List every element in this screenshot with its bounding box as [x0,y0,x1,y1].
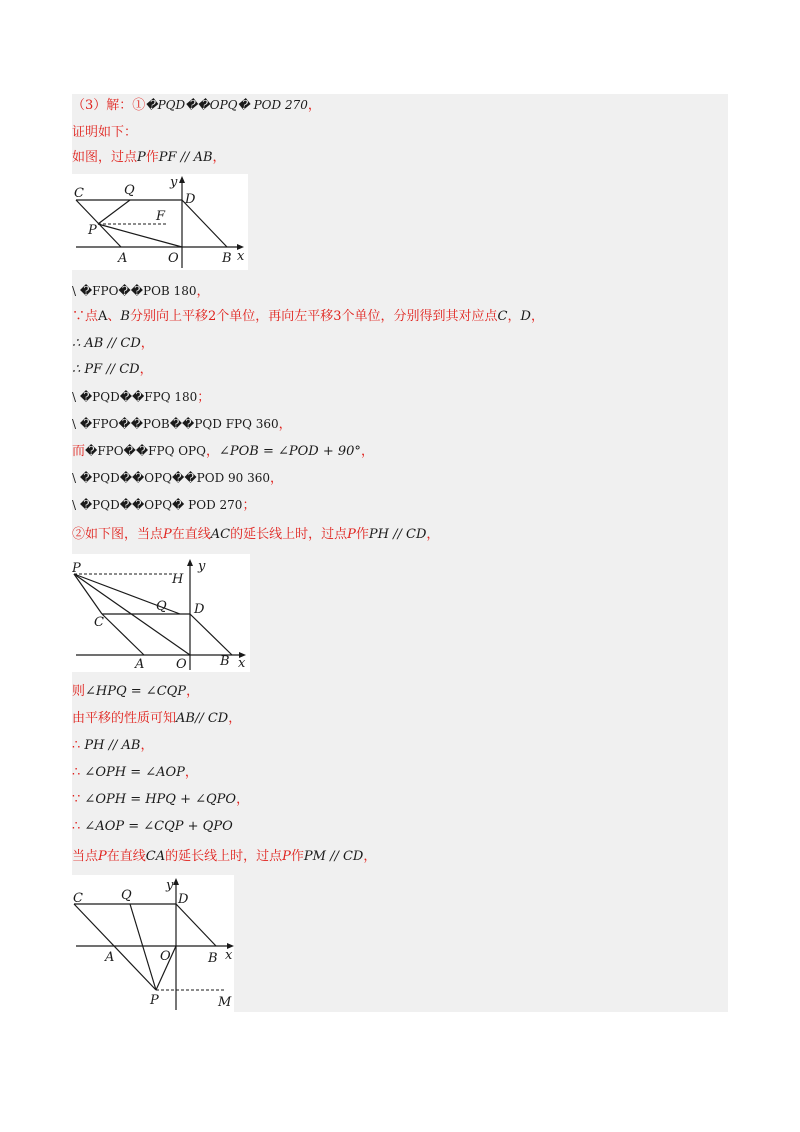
label-p: P [72,561,81,576]
label-d: D [178,892,189,907]
punct: ， [363,849,377,864]
punct: ， [186,684,200,699]
punct: ， [140,738,154,753]
label-p: P [150,993,159,1008]
point-c: C [497,309,508,324]
text: 作 [290,849,304,864]
eq-line-8 [72,388,210,407]
punct: ， [270,471,284,486]
figure-2 [72,554,250,672]
text: ， [507,309,521,324]
line-ca: CA [145,849,166,864]
label-m: M [218,995,232,1010]
label-b: B [208,951,218,966]
label-y: y [166,878,174,893]
text: 在直线 [106,849,146,864]
equation: AB// CD [176,711,229,726]
parallel-expr: PH // CD [368,527,427,542]
label-a: A [105,950,115,965]
claim-expression: �PQD��OPQ� POD 270 [145,98,308,112]
text: 由平移的性质可知 [72,711,177,726]
eq-line-6 [72,335,154,353]
punct: ， [530,309,544,324]
text: 作 [145,150,159,165]
punct: ； [197,390,211,405]
label-d: D [185,192,196,207]
label-x: x [238,656,246,671]
case3-heading [72,848,376,866]
point-d: D [520,309,531,324]
text: 分别向上平移2个单位，再向左平移3个单位，分别得到其对应点 [129,309,498,324]
point-p: P [347,527,356,542]
point-p: P [98,849,107,864]
label-p: P [88,223,97,238]
label-y: y [170,175,178,190]
label-q: Q [156,599,167,614]
symbol: ∵ [72,792,81,807]
text: 作 [355,527,369,542]
equation: ∠POB = ∠POD + 90° [219,444,361,459]
eq-line-7 [72,361,153,379]
text: 如图，过点 [72,150,138,165]
punct: ， [205,444,219,459]
punct: ， [228,711,242,726]
equation: �FPO��FPQ OPQ [85,444,206,458]
point-p: P [163,527,172,542]
figure-3 [72,875,234,1012]
label-o: O [160,949,171,964]
equation: ∠AOP = ∠CQP + QPO [84,819,233,834]
point-p: P [137,150,146,165]
equation: ∠HPQ = ∠CQP [85,684,187,699]
label-a: A [135,657,145,672]
punct: ， [139,362,153,377]
equation: \ �PQD��OPQ��POD 90 360 [72,471,270,485]
punct: ， [307,98,321,113]
line-ac: AC [210,527,231,542]
symbol: ∴ [72,819,81,834]
eq-line-17 [72,764,198,782]
parallel-expr: PM // CD [303,849,364,864]
label-c: C [74,186,84,201]
symbol: ∴ [72,738,81,753]
equation: \ �FPO��POB 180 [72,284,197,298]
punct: ， [140,336,154,351]
punct: ， [236,792,250,807]
punct: ， [360,444,374,459]
parallel-expr: PF // AB [158,150,213,165]
equation: \ �FPO��POB��PQD FPQ 360 [72,417,279,431]
label-f: F [156,209,166,224]
construction-line [72,149,226,167]
equation: ∠OPH = ∠AOP [84,765,185,780]
label-x: x [225,948,233,963]
point-b: B [120,309,130,324]
equation: ∴ AB // CD [72,336,141,351]
text: ∵点 [72,309,99,324]
punct: ， [278,417,292,432]
punct: ， [184,765,198,780]
punct: ， [426,527,440,542]
label-q: Q [124,183,135,198]
label-c: C [94,615,104,630]
equation: PH // AB [84,738,141,753]
punct: ， [212,150,226,165]
equation: ∴ PF // CD [72,362,140,377]
label-d: D [194,602,205,617]
eq-line-12 [72,496,255,515]
figure-1 [72,174,248,270]
text: 则 [72,684,86,699]
eq-line-10 [72,442,374,461]
equation: \ �PQD��OPQ� POD 270 [72,498,243,512]
eq-line-9 [72,415,292,434]
equation: ∠OPH = HPQ + ∠QPO [84,792,237,807]
label-x: x [237,249,245,264]
label-y: y [198,559,206,574]
eq-line-4 [72,282,209,301]
text: 、 [107,309,121,324]
label-o: O [168,251,179,266]
translation-line [72,308,544,326]
label-o: O [176,657,187,672]
text: 的延长线上时，过点 [165,849,283,864]
symbol: ∴ [72,765,81,780]
part3-label: （3）解：① [72,98,146,113]
punct: ； [242,498,256,513]
point-a: A [98,309,108,324]
eq-line-16 [72,737,154,755]
proof-intro: 证明如下： [72,125,138,140]
text: 在直线 [171,527,211,542]
text: 当点 [72,849,99,864]
equation: \ �PQD��FPQ 180 [72,390,198,404]
punct: ， [196,284,210,299]
case2-heading [72,526,439,544]
label-b: B [222,251,232,266]
label-c: C [73,891,83,906]
eq-line-14 [72,683,199,701]
eq-line-11 [72,469,283,488]
label-a: A [118,251,128,266]
solution-part3-heading [72,96,321,115]
text: 而 [72,444,86,459]
text: ②如下图，当点 [72,527,164,542]
point-p: P [282,849,291,864]
text: 的延长线上时，过点 [230,527,348,542]
label-h: H [172,572,184,587]
label-q: Q [121,888,132,903]
eq-line-19 [72,818,233,836]
eq-line-15 [72,710,241,728]
label-b: B [220,654,230,669]
eq-line-18 [72,791,249,809]
